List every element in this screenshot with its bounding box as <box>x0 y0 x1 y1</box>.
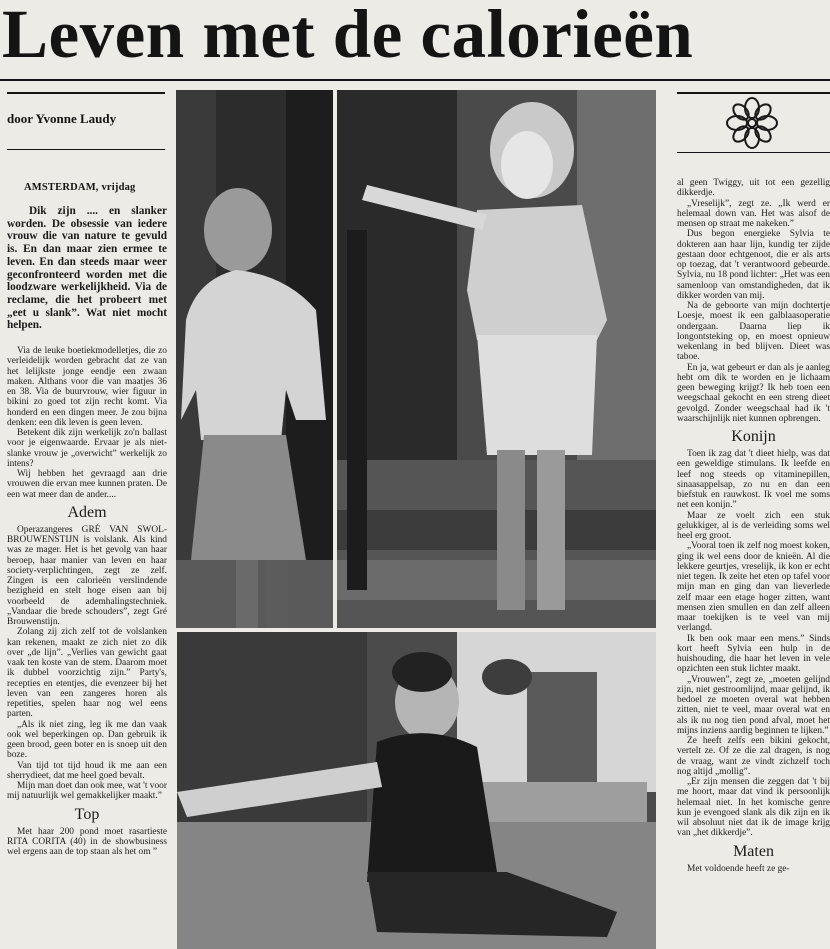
byline-rule-bottom <box>7 149 165 150</box>
paragraph: Ik ben ook maar een mens.” Sinds kort heeft Sylvia een hulp in de huishouding, die haar het leven in vele opzichten een stuk lichter maakt. <box>677 633 830 675</box>
paragraph: „Vreselijk”, zegt ze. „Ik werd er helemaal down van. Het was alsof de mensen op straat me nakeken.” <box>677 198 830 229</box>
paragraph: Met voldoende heeft ze ge- <box>687 863 790 874</box>
headline: Leven met de calorieën <box>2 0 694 72</box>
lead-paragraph: Dik zijn .... en slanker worden. De obsessie van iedere vrouw die van nature te gevuld is. En dan maar zien ermee te leven. En dan steeds maar weer geconfronteerd worden met die loodzware werkelijkheid. Via de reclame, die het probeert met „eet u slank”. Wat niet mocht helpen. <box>7 205 167 332</box>
subheading-konijn: Konijn <box>731 428 776 445</box>
paragraph: Met haar 200 pond moet rasartieste RITA CORITA (40) in de showbusiness wel ergens aan de top staan als het om ” <box>7 826 167 858</box>
paragraph: Ze heeft zelfs een bikini gekocht, vertelt ze. Of ze die zal dragen, is nog de vraag, want ze vindt zichzelf toch nog altijd „mollig”. <box>677 736 830 777</box>
paragraph: Operazangeres GRÉ VAN SWOL-BROUWENSTIJN is volslank. Als kind was ze mager. Het is het gevolg van haar beroep, haar manier van leven en haar society-verplichtingen, zegt ze zelf. Zingen is een calorieën verslindende bezigheid en stelt hoge eisen aan bij voorbeeld de ademhalingstechniek. „Vandaar die brede schouders”, zegt Gré Brouwenstijn. <box>7 524 167 628</box>
paragraph: Wij hebben het gevraagd aan drie vrouwen die ervan mee kunnen praten. De een wat meer dan de ander.... <box>7 469 167 500</box>
paragraph: Na de geboorte van mijn dochtertje Loesje, moest ik een galblaasoperatie ondergaan. Daarna liep ik longontsteking op, en moest opnieuw wekenlang in bed blijven. Dieet was taboe. <box>677 301 830 363</box>
paragraph: al geen Twiggy, uit tot een gezellig dikkerdje. <box>677 178 830 199</box>
article-column-3 <box>677 178 830 949</box>
subheading-maten: Maten <box>733 842 774 860</box>
paragraph: „Vooral toen ik zelf nog moest koken, ging ik wel eens door de knieën. Al die lekkere geurtjes, vreselijk, ik kon er echt niet tegen. Ik zeite het eten op tafel voor mijn man en ging dan van lieverlede zelf maar een etage hoger zitten, want mensen zien smullen en dan zelf alleen maar toekijken is te veel van mij verlangd. <box>677 541 830 634</box>
paragraph: Betekent dik zijn werkelijk zo'n ballast voor je eigenwaarde. Ervaar je als niet-slanke vrouw je „overwicht” werkelijk zo intens? <box>7 428 167 469</box>
paragraph: „Als ik niet zing, leg ik me dan vaak ook wel beperkingen op. Dan gebruik ik geen brood, geen boter en is snoep uit den boze. <box>7 719 167 761</box>
byline: door Yvonne Laudy <box>7 111 117 126</box>
paragraph: Maar ze voelt zich een stuk gelukkiger, al is de verleiding soms wel heel erg groot. <box>677 510 830 541</box>
article-column-1 <box>7 205 167 949</box>
byline-rule-top <box>7 92 165 94</box>
paragraph: Dus begon energieke Sylvia te dokteren aan haar lijn, kundig ter zijde gestaan door echtgenoot, die er als arts op toezag, dat 't verantwoord gebeurde. Sylvia, nu 18 pond lichter: „Het was een samenloop van omstandigheden, dat ik dikker worden van mij. <box>677 229 830 301</box>
paragraph: Via de leuke boetiekmodelletjes, die zo verleidelijk worden gebracht dat ze van het lelijkste jonge eendje een zwaan maken. Althans voor die van maatjes 36 en 38. Via de buurvrouw, wier figuur in bikini zo goed tot zijn recht komt. Via honderd en een dingen meer. Je zou bijna denken: een dik leven is geen leven. <box>7 346 167 428</box>
flower-ornament-icon <box>724 96 780 150</box>
photo-woman-sitting-by-fireplace <box>177 632 656 949</box>
paragraph: „Vrouwen”, zegt ze, „moeten gelijnd zijn, niet gestroomlijnd, maar gelijnd, ik bedoel ze moeten overal wat hebben zitten, niet te veel, maar overal wat en als ik nu nog tien pond afval, moet het mijns inziens aardig beginnen te lijken.” <box>677 674 830 736</box>
photo-woman-in-cardigan <box>176 90 333 628</box>
paragraph: Mijn man doet dan ook mee, wat 't voor mij natuurlijk wel gemakkelijker maakt.” <box>7 781 167 802</box>
ornament-rule-bottom <box>677 152 830 153</box>
paragraph: Van tijd tot tijd houd ik me aan een sherrydieet, dat me heel goed bevalt. <box>7 760 167 781</box>
paragraph: „Er zijn mensen die zeggen dat 't bij me hoort, maar dat vind ik persoonlijk helemaal niet. In het komische genre kun je evengoed slank als dik zijn en ik wil absoluut niet dat ik de image krijg van „het dikkerdje”. <box>677 777 830 839</box>
dateline: AMSTERDAM, vrijdag <box>24 182 136 193</box>
paragraph: Zolang zij zich zelf tot de volslanken kan rekenen, maakt ze zich niet zo dik over „de lijn”. „Verlies van gewicht gaat vaak ten koste van de stem. Daarom moet ik dubbel voorzichtig zijn.” Party's, recepties en etentjes, die evenzeer bij het leven van een zangeres horen als repetities, spelen haar nog wel eens parten. <box>7 627 167 720</box>
paragraph: En ja, wat gebeurt er dan als je aanleg hebt om dik te worden en je lichaam geen beweging krijgt? Ik heb toen een weegschaal gekocht en een streng dieet gevolgd. Zonder weegschaal had ik 't waarschijnlijk niet kunnen opbrengen. <box>677 362 830 424</box>
ornament-rule-top <box>677 92 830 94</box>
photo-woman-on-stairs <box>337 90 656 628</box>
subheading-top: Top <box>74 805 100 823</box>
paragraph: Toen ik zag dat 't dieet hielp, was dat een geweldige stimulans. Ik leefde en leef nog steeds op vitaminepillen, sinaasappelsap, zo nu en dan een biefstuk en rauwkost. Ik voel me soms net een konijn.” <box>677 449 830 511</box>
headline-rule <box>0 79 830 81</box>
subheading-adem: Adem <box>67 503 107 521</box>
